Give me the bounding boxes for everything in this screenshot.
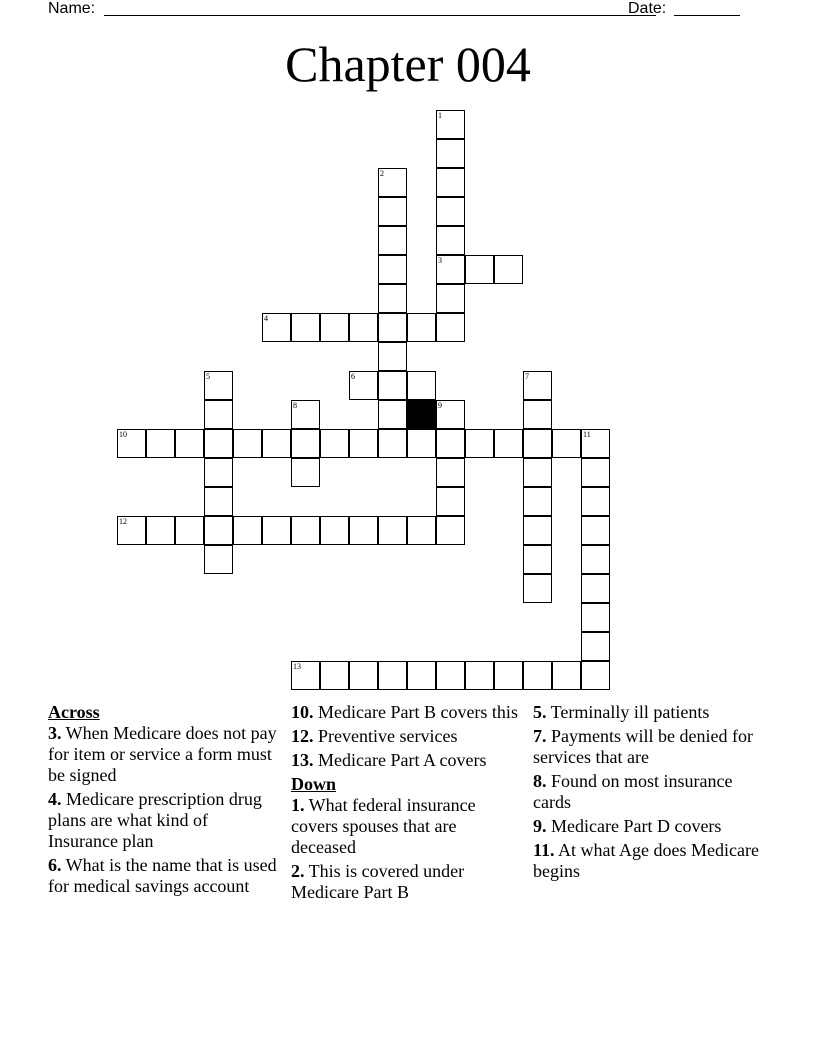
crossword-cell[interactable]: [523, 487, 552, 516]
cell-number: 2: [380, 169, 384, 178]
crossword-cell[interactable]: [378, 255, 407, 284]
crossword-cell[interactable]: [523, 429, 552, 458]
crossword-cell[interactable]: [436, 255, 465, 284]
crossword-cell[interactable]: [581, 545, 610, 574]
crossword-cell[interactable]: [349, 661, 378, 690]
crossword-cell[interactable]: [378, 313, 407, 342]
crossword-cell[interactable]: [436, 110, 465, 139]
crossword-cell[interactable]: [494, 429, 523, 458]
crossword-cell[interactable]: [436, 458, 465, 487]
crossword-cell[interactable]: [581, 574, 610, 603]
crossword-cell[interactable]: [407, 661, 436, 690]
crossword-cell[interactable]: [233, 429, 262, 458]
crossword-cell[interactable]: [204, 400, 233, 429]
clue-down-5: 5. Terminally ill patients: [533, 702, 710, 722]
crossword-cell[interactable]: [523, 545, 552, 574]
crossword-cell[interactable]: [204, 371, 233, 400]
crossword-cell[interactable]: [436, 487, 465, 516]
crossword-cell[interactable]: [436, 429, 465, 458]
crossword-cell[interactable]: [320, 661, 349, 690]
cell-number: 4: [264, 314, 268, 323]
crossword-cell[interactable]: [494, 255, 523, 284]
down-heading: Down: [291, 774, 337, 794]
crossword-cell[interactable]: [523, 574, 552, 603]
clue-column-1: [48, 702, 282, 900]
crossword-cell[interactable]: [436, 284, 465, 313]
crossword-cell[interactable]: [378, 516, 407, 545]
crossword-cell[interactable]: [204, 487, 233, 516]
clue-down-1: 1. What federal insurance covers spouses that are deceased: [291, 795, 476, 857]
crossword-cell[interactable]: [378, 197, 407, 226]
clue-across-4: 4. Medicare prescription drug plans are what kind of Insurance plan: [48, 789, 262, 851]
crossword-cell[interactable]: [581, 516, 610, 545]
crossword-cell[interactable]: [320, 429, 349, 458]
date-label: Date:: [628, 0, 667, 17]
crossword-cell[interactable]: [436, 661, 465, 690]
crossword-cell[interactable]: [204, 545, 233, 574]
cell-number: 11: [583, 430, 591, 439]
crossword-cell[interactable]: [407, 516, 436, 545]
crossword-cell[interactable]: [262, 313, 291, 342]
crossword-cell[interactable]: [378, 661, 407, 690]
crossword-cell[interactable]: [465, 255, 494, 284]
crossword-cell[interactable]: [233, 516, 262, 545]
crossword-cell[interactable]: [378, 226, 407, 255]
clue-column-2: [291, 702, 525, 906]
crossword-cell[interactable]: [378, 400, 407, 429]
cell-number: 13: [293, 662, 301, 671]
clue-column-3: [533, 702, 767, 885]
clue-down-11: 11. At what Age does Medicare begins: [533, 840, 759, 881]
crossword-cell[interactable]: [320, 516, 349, 545]
crossword-cell[interactable]: [436, 400, 465, 429]
crossword-cell[interactable]: [262, 429, 291, 458]
crossword-cell[interactable]: [581, 661, 610, 690]
crossword-block: [407, 400, 436, 429]
name-label: Name:: [48, 0, 96, 17]
crossword-cell[interactable]: [581, 458, 610, 487]
crossword-cell[interactable]: [523, 371, 552, 400]
crossword-cell[interactable]: [407, 371, 436, 400]
crossword-cell[interactable]: [552, 661, 581, 690]
crossword-cell[interactable]: [378, 371, 407, 400]
crossword-cell[interactable]: [378, 342, 407, 371]
clue-across-3: 3. When Medicare does not pay for item or service a form must be signed: [48, 723, 277, 785]
crossword-cell[interactable]: [523, 661, 552, 690]
crossword-cell[interactable]: [436, 226, 465, 255]
crossword-cell[interactable]: [436, 197, 465, 226]
crossword-cell[interactable]: [436, 139, 465, 168]
crossword-cell[interactable]: [175, 429, 204, 458]
clue-down-8: 8. Found on most insurance cards: [533, 771, 733, 812]
clue-across-6: 6. What is the name that is used for medical savings account: [48, 855, 277, 896]
crossword-cell[interactable]: [291, 458, 320, 487]
crossword-cell[interactable]: [204, 458, 233, 487]
crossword-cell[interactable]: [146, 429, 175, 458]
cell-number: 3: [438, 256, 442, 265]
crossword-cell[interactable]: [204, 516, 233, 545]
crossword-cell[interactable]: [581, 487, 610, 516]
crossword-cell[interactable]: [378, 284, 407, 313]
crossword-cell[interactable]: [349, 429, 378, 458]
clue-across-10: 10. Medicare Part B covers this: [291, 702, 518, 722]
crossword-cell[interactable]: [523, 400, 552, 429]
cell-number: 8: [293, 401, 297, 410]
crossword-cell[interactable]: [581, 632, 610, 661]
crossword-cell[interactable]: [320, 313, 349, 342]
cell-number: 1: [438, 111, 442, 120]
crossword-cell[interactable]: [378, 429, 407, 458]
crossword-cell[interactable]: [349, 371, 378, 400]
crossword-cell[interactable]: [436, 313, 465, 342]
across-heading: Across: [48, 702, 100, 722]
crossword-cell[interactable]: [378, 168, 407, 197]
clue-down-7: 7. Payments will be denied for services that are: [533, 726, 753, 767]
crossword-cell[interactable]: [407, 429, 436, 458]
crossword-cell[interactable]: [117, 516, 146, 545]
clue-down-9: 9. Medicare Part D covers: [533, 816, 722, 836]
crossword-cell[interactable]: [523, 458, 552, 487]
crossword-cell[interactable]: [349, 516, 378, 545]
cell-number: 7: [525, 372, 529, 381]
crossword-cell[interactable]: [204, 429, 233, 458]
crossword-cell[interactable]: [146, 516, 175, 545]
page-title: Chapter 004: [285, 36, 531, 92]
crossword-cell[interactable]: [117, 429, 146, 458]
cell-number: 9: [438, 401, 442, 410]
clue-down-2: 2. This is covered under Medicare Part B: [291, 861, 465, 902]
cell-number: 12: [119, 517, 127, 526]
cell-number: 10: [119, 430, 127, 439]
clue-across-12: 12. Preventive services: [291, 726, 458, 746]
crossword-cell[interactable]: [465, 661, 494, 690]
crossword-cell[interactable]: [407, 313, 436, 342]
crossword-cell[interactable]: [291, 429, 320, 458]
crossword-cell[interactable]: [552, 429, 581, 458]
cell-number: 5: [206, 372, 210, 381]
crossword-cell[interactable]: [349, 313, 378, 342]
crossword-cell[interactable]: [436, 516, 465, 545]
crossword-cell[interactable]: [291, 516, 320, 545]
crossword-cell[interactable]: [262, 516, 291, 545]
crossword-cell[interactable]: [581, 429, 610, 458]
crossword-cell[interactable]: [581, 603, 610, 632]
crossword-cell[interactable]: [436, 168, 465, 197]
crossword-cell[interactable]: [465, 429, 494, 458]
crossword-cell[interactable]: [291, 400, 320, 429]
crossword-cell[interactable]: [494, 661, 523, 690]
crossword-cell[interactable]: [175, 516, 204, 545]
crossword-cell[interactable]: [291, 313, 320, 342]
clue-across-13: 13. Medicare Part A covers: [291, 750, 487, 770]
crossword-cell[interactable]: [523, 516, 552, 545]
cell-number: 6: [351, 372, 355, 381]
crossword-cell[interactable]: [291, 661, 320, 690]
